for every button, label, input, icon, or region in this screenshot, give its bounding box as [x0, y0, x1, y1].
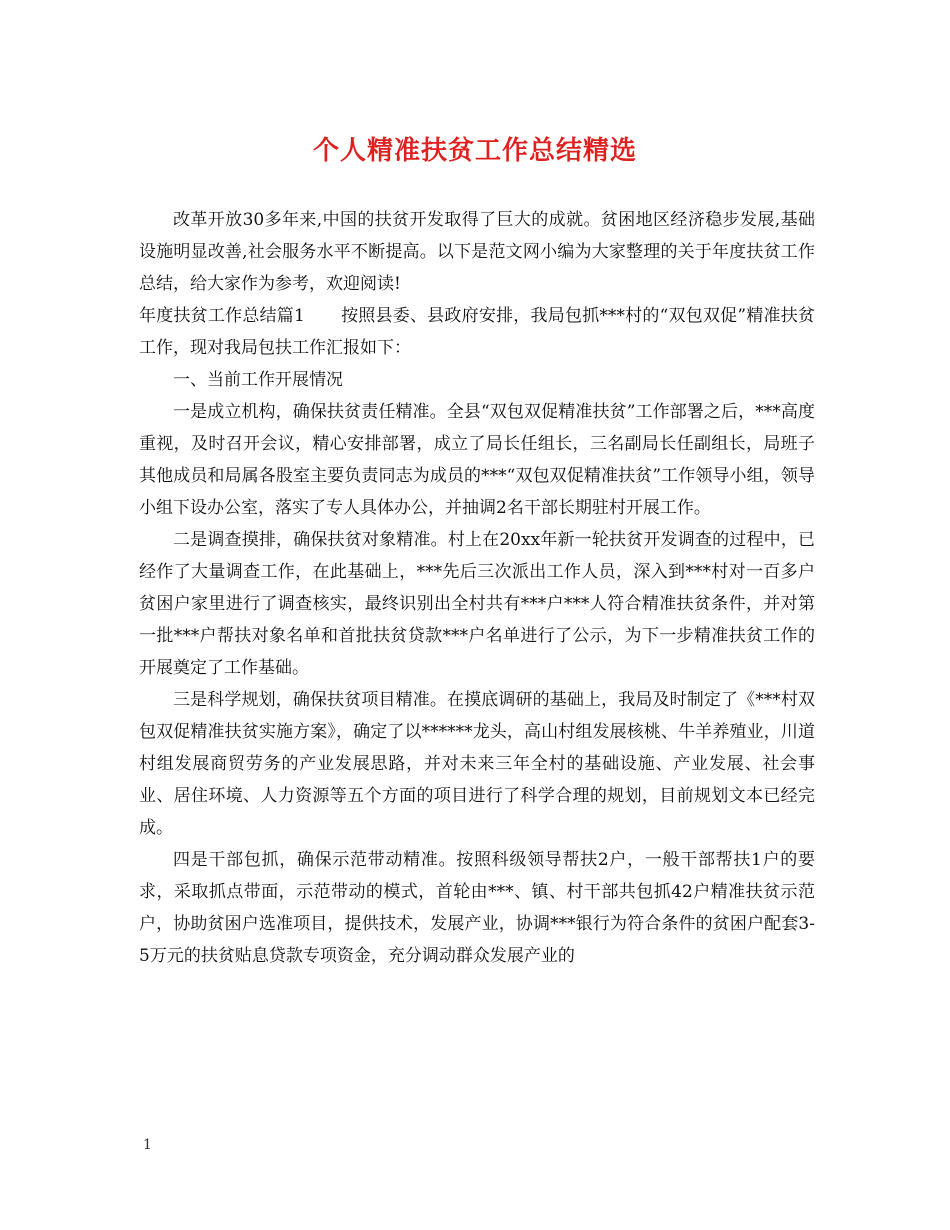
subheading: 一、当前工作开展情况: [173, 370, 343, 390]
section-heading: 年度扶贫工作总结篇1: [139, 306, 305, 326]
document-title: 个人精准扶贫工作总结精选: [312, 136, 637, 166]
section-lead: 按照县委、县政府安排，我局包抓***村的“双包双促”精准扶贫工作，现对我局包扶工作汇报如下：: [139, 306, 815, 358]
body-paragraph-4: 四是干部包抓，确保示范带动精准。按照科级领导帮扶2户，一般干部帮扶1户的要求，采取抓点带面，示范带动的模式，首轮由***、镇、村干部共包抓42户精准扶贫示范户，协助贫困户选准项目，提供技术，发展产业，协调***银行为符合条件的贫困户配套3-5万元的扶贫贴息贷款专项资金，充分调动群众发展产业的: [139, 850, 815, 966]
body-paragraph-3: 三是科学规划，确保扶贫项目精准。在摸底调研的基础上，我局及时制定了《***村双包双促精准扶贫实施方案》，确定了以******龙头，高山村组发展核桃、牛羊养殖业，川道村组发展商贸劳务的产业发展思路，并对未来三年全村的基础设施、产业发展、社会事业、居住环境、人力资源等五个方面的项目进行了科学合理的规划，目前规划文本已经完成。: [139, 690, 815, 838]
body-paragraph-1: 一是成立机构，确保扶贫责任精准。全县“双包双促精准扶贫”工作部署之后，***高度重视，及时召开会议，精心安排部署，成立了局长任组长，三名副局长任副组长，局班子其他成员和局属各股室主要负责同志为成员的***“双包双促精准扶贫”工作领导小组，领导小组下设办公室，落实了专人具体办公，并抽调2名干部长期驻村开展工作。: [139, 402, 815, 518]
intro-paragraph: 改革开放30多年来,中国的扶贫开发取得了巨大的成就。贫困地区经济稳步发展,基础设施明显改善,社会服务水平不断提高。以下是范文网小编为大家整理的关于年度扶贫工作总结，给大家作为参考，欢迎阅读!: [139, 210, 815, 294]
page-number: 1: [143, 1137, 152, 1153]
document-body: [139, 204, 815, 972]
section-paragraph: [139, 300, 815, 364]
body-paragraph-2: 二是调查摸排，确保扶贫对象精准。村上在20xx年新一轮扶贫开发调查的过程中，已经作了大量调查工作，在此基础上，***先后三次派出工作人员，深入到***村对一百多户贫困户家里进行了调查核实，最终识别出全村共有***户***人符合精准扶贫条件，并对第一批***户帮扶对象名单和首批扶贫贷款***户名单进行了公示，为下一步精准扶贫工作的开展奠定了工作基础。: [139, 530, 815, 678]
